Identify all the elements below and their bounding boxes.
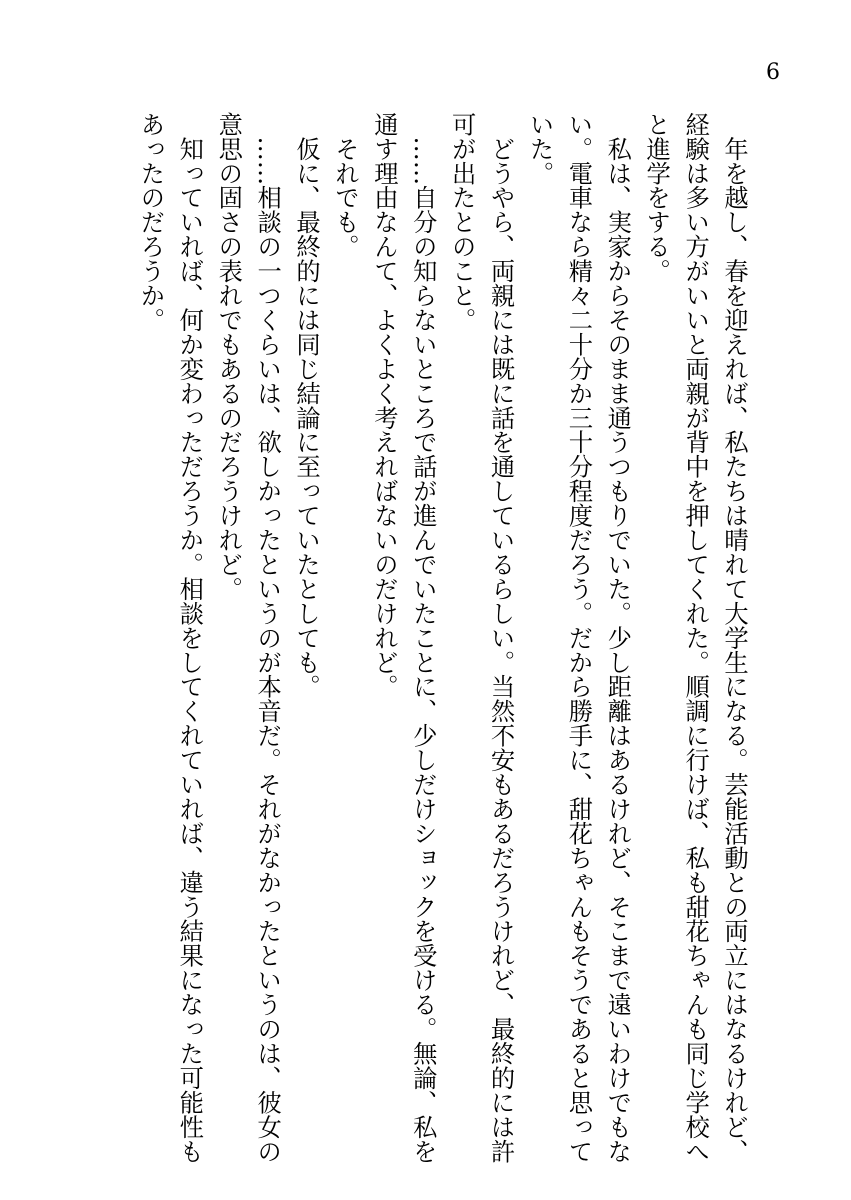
text-line: 経験は多い方がいいと両親が背中を押してくれた。順調に行けば、私も甜花ちゃんも同じ学校へ [681, 112, 711, 1164]
text-line: 意思の固さの表れでもあるのだろうけれど。 [214, 112, 244, 601]
text-line: 可が出たとのこと。 [447, 112, 477, 333]
text-line: 仮に、最終的には同じ結論に至っていたとしても。 [292, 112, 322, 699]
text-line: と進学をする。 [642, 112, 672, 284]
text-line: 通す理由なんて、よくよく考えればないのだけれど。 [369, 112, 399, 699]
text-line: ……自分の知らないところで話が進んでいたことに、少しだけショックを受ける。無論、私を [408, 112, 438, 1164]
text-line: い。電車なら精々二十分か三十分程度だろう。だから勝手に、甜花ちゃんもそうであると思って [564, 112, 594, 1164]
text-line: いた。 [525, 112, 555, 186]
text-line: 知っていれば、何か変わっただろうか。相談をしてくれていれば、違う結果になった可能性も [175, 112, 205, 1164]
body-text [131, 112, 754, 1164]
text-line: どうやら、両親には既に話を通しているらしい。当然不安もあるだろうけれど、最終的には許 [486, 112, 516, 1164]
text-line: ……相談の一つくらいは、欲しかったというのが本音だ。それがなかったというのは、彼女の [253, 112, 283, 1164]
text-line: それでも。 [330, 112, 360, 259]
page-number: 6 [766, 60, 780, 85]
text-line: 年を越し、春を迎えれば、私たちは晴れて大学生になる。芸能活動との両立にはなるけれど、 [720, 112, 749, 1164]
text-line: あったのだろうか。 [136, 112, 166, 333]
text-line: 私は、実家からそのまま通うつもりでいた。少し距離はあるけれど、そこまで遠いわけでもな [603, 112, 633, 1164]
